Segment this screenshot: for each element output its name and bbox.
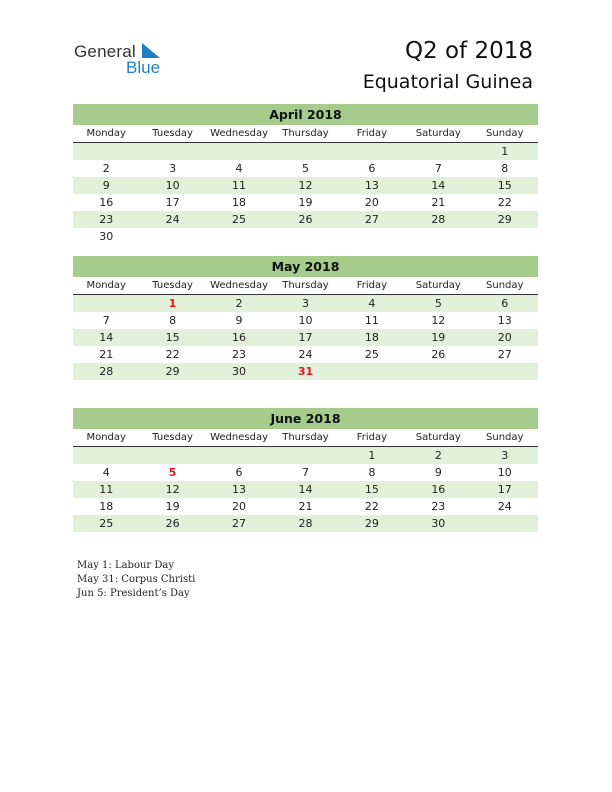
day-cell: 3 [169, 162, 177, 175]
day-cell: 18 [99, 500, 114, 513]
logo-text-general: General [74, 42, 136, 61]
weekday-label: Wednesday [210, 280, 268, 291]
day-cell: 12 [165, 483, 180, 496]
day-cell: 8 [368, 466, 376, 479]
day-cell: 6 [501, 297, 509, 310]
holiday-note: Jun 5: President’s Day [77, 588, 190, 599]
country-name: Equatorial Guinea [362, 71, 533, 93]
day-cell: 12 [431, 314, 446, 327]
weekday-label: Tuesday [152, 128, 193, 139]
weekday-header-row [73, 125, 538, 143]
day-cell: 23 [431, 500, 446, 513]
day-cell: 25 [232, 213, 247, 226]
day-cell: 15 [364, 483, 379, 496]
day-cell: 5 [168, 466, 177, 479]
week-row [73, 228, 538, 245]
week-row [73, 177, 538, 194]
day-cell: 14 [99, 331, 114, 344]
day-cell: 15 [165, 331, 180, 344]
month-header: June 2018 [73, 408, 538, 429]
day-cell: 7 [434, 162, 442, 175]
weekday-label: Friday [356, 280, 388, 291]
day-cell: 17 [165, 196, 180, 209]
day-cell: 5 [434, 297, 442, 310]
week-row [73, 194, 538, 211]
day-cell: 24 [298, 348, 313, 361]
page-title: Q2 of 2018 [404, 38, 533, 64]
day-cell: 29 [497, 213, 512, 226]
weekday-label: Wednesday [210, 432, 268, 443]
day-cell: 4 [368, 297, 376, 310]
weeks-container [73, 447, 538, 532]
day-cell [472, 363, 538, 380]
day-cell: 26 [165, 517, 180, 530]
month-june [73, 408, 538, 532]
day-cell: 3 [301, 297, 309, 310]
month-may [73, 256, 538, 380]
weekday-label: Saturday [415, 432, 461, 443]
day-cell: 10 [165, 179, 180, 192]
day-cell [472, 228, 538, 245]
day-cell: 11 [99, 483, 114, 496]
week-row [73, 363, 538, 380]
day-cell: 17 [497, 483, 512, 496]
day-cell: 2 [434, 449, 442, 462]
day-cell: 20 [497, 331, 512, 344]
day-cell: 24 [165, 213, 180, 226]
generalblue-logo [74, 42, 174, 78]
week-row [73, 346, 538, 363]
day-cell: 11 [364, 314, 379, 327]
day-cell: 13 [497, 314, 512, 327]
day-cell: 31 [297, 365, 314, 378]
week-row [73, 160, 538, 177]
week-row [73, 498, 538, 515]
day-cell: 30 [232, 365, 247, 378]
day-cell [206, 143, 272, 160]
day-cell: 11 [232, 179, 247, 192]
day-cell: 1 [368, 449, 376, 462]
week-row [73, 211, 538, 228]
day-cell: 14 [431, 179, 446, 192]
week-row [73, 481, 538, 498]
day-cell: 22 [165, 348, 180, 361]
logo-text-blue: Blue [126, 58, 161, 77]
weekday-label: Saturday [415, 280, 461, 291]
week-row [73, 329, 538, 346]
weekday-label: Monday [86, 128, 126, 139]
holiday-note: May 31: Corpus Christi [77, 574, 196, 585]
day-cell [339, 363, 405, 380]
weekday-header-row [73, 277, 538, 295]
day-cell: 21 [431, 196, 446, 209]
day-cell: 10 [298, 314, 313, 327]
week-row [73, 143, 538, 160]
day-cell: 19 [165, 500, 180, 513]
weeks-container [73, 295, 538, 380]
day-cell: 26 [431, 348, 446, 361]
day-cell: 28 [431, 213, 446, 226]
weekday-label: Thursday [282, 280, 329, 291]
month-april [73, 104, 538, 245]
day-cell: 8 [169, 314, 177, 327]
week-row [73, 464, 538, 481]
day-cell: 20 [232, 500, 247, 513]
month-header: April 2018 [73, 104, 538, 125]
day-cell: 16 [232, 331, 247, 344]
day-cell [139, 228, 205, 245]
day-cell: 4 [102, 466, 110, 479]
weekday-label: Monday [86, 280, 126, 291]
day-cell: 20 [364, 196, 379, 209]
day-cell: 7 [102, 314, 110, 327]
weekday-label: Thursday [282, 432, 329, 443]
day-cell: 4 [235, 162, 243, 175]
weekday-label: Sunday [486, 128, 524, 139]
day-cell: 24 [497, 500, 512, 513]
day-cell: 9 [434, 466, 442, 479]
day-cell [472, 515, 538, 532]
day-cell: 6 [235, 466, 243, 479]
week-row [73, 515, 538, 532]
month-header: May 2018 [73, 256, 538, 277]
weekday-label: Friday [356, 432, 388, 443]
week-row [73, 312, 538, 329]
day-cell [272, 447, 338, 464]
day-cell: 17 [298, 331, 313, 344]
day-cell: 14 [298, 483, 313, 496]
day-cell: 18 [232, 196, 247, 209]
weekday-label: Sunday [486, 280, 524, 291]
day-cell: 27 [232, 517, 247, 530]
day-cell [339, 228, 405, 245]
day-cell [272, 228, 338, 245]
day-cell [73, 295, 139, 312]
day-cell [339, 143, 405, 160]
day-cell: 6 [368, 162, 376, 175]
day-cell: 22 [364, 500, 379, 513]
week-row [73, 447, 538, 464]
day-cell [139, 143, 205, 160]
day-cell: 16 [431, 483, 446, 496]
day-cell [139, 447, 205, 464]
day-cell: 28 [99, 365, 114, 378]
day-cell: 16 [99, 196, 114, 209]
logo-triangle-icon [140, 43, 162, 59]
weekday-label: Tuesday [152, 280, 193, 291]
day-cell: 13 [364, 179, 379, 192]
day-cell: 19 [298, 196, 313, 209]
holiday-notes [77, 559, 195, 601]
day-cell: 9 [235, 314, 243, 327]
day-cell [206, 228, 272, 245]
day-cell: 29 [165, 365, 180, 378]
day-cell: 7 [301, 466, 309, 479]
weekday-label: Tuesday [152, 432, 193, 443]
day-cell: 18 [364, 331, 379, 344]
day-cell [73, 447, 139, 464]
day-cell: 30 [431, 517, 446, 530]
week-row [73, 295, 538, 312]
day-cell [405, 143, 471, 160]
day-cell: 23 [99, 213, 114, 226]
day-cell: 21 [298, 500, 313, 513]
day-cell: 10 [497, 466, 512, 479]
weekday-label: Saturday [415, 128, 461, 139]
day-cell: 26 [298, 213, 313, 226]
day-cell: 15 [497, 179, 512, 192]
day-cell: 9 [102, 179, 110, 192]
day-cell: 8 [501, 162, 509, 175]
day-cell: 28 [298, 517, 313, 530]
day-cell: 30 [99, 230, 114, 243]
day-cell: 27 [364, 213, 379, 226]
weekday-label: Friday [356, 128, 388, 139]
day-cell: 1 [168, 297, 177, 310]
day-cell: 1 [501, 145, 509, 158]
day-cell [405, 363, 471, 380]
weeks-container [73, 143, 538, 245]
day-cell [272, 143, 338, 160]
day-cell: 19 [431, 331, 446, 344]
day-cell: 3 [501, 449, 509, 462]
day-cell: 2 [235, 297, 243, 310]
day-cell: 27 [497, 348, 512, 361]
day-cell: 22 [497, 196, 512, 209]
day-cell: 13 [232, 483, 247, 496]
day-cell: 21 [99, 348, 114, 361]
weekday-header-row [73, 429, 538, 447]
day-cell: 2 [102, 162, 110, 175]
day-cell: 12 [298, 179, 313, 192]
day-cell [73, 143, 139, 160]
day-cell: 23 [232, 348, 247, 361]
weekday-label: Monday [86, 432, 126, 443]
holiday-note: May 1: Labour Day [77, 560, 174, 571]
weekday-label: Sunday [486, 432, 524, 443]
day-cell: 25 [364, 348, 379, 361]
day-cell [206, 447, 272, 464]
day-cell: 29 [364, 517, 379, 530]
day-cell: 5 [301, 162, 309, 175]
day-cell [405, 228, 471, 245]
weekday-label: Thursday [282, 128, 329, 139]
weekday-label: Wednesday [210, 128, 268, 139]
day-cell: 25 [99, 517, 114, 530]
